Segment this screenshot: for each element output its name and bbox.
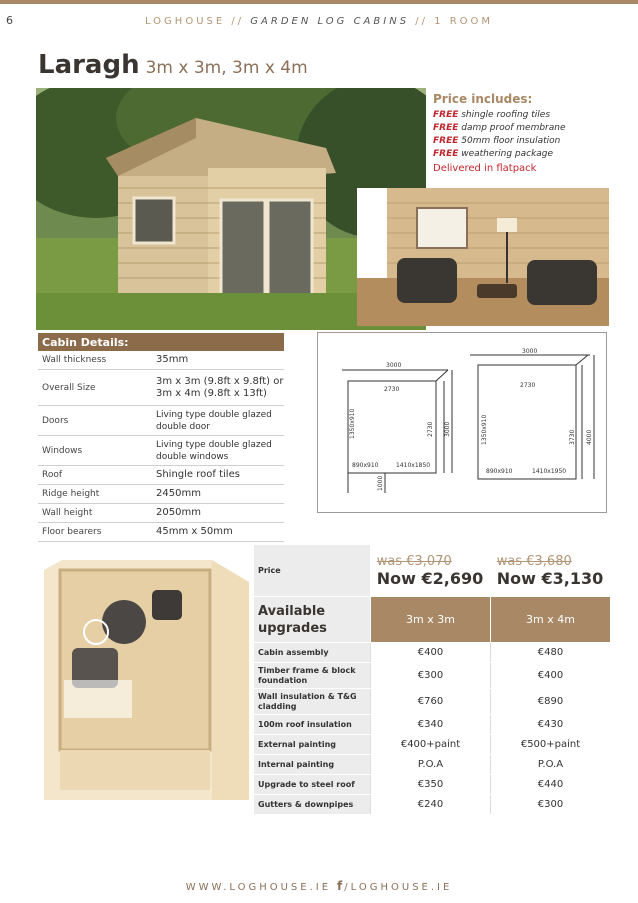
upgrades-heading: Available upgrades xyxy=(254,597,370,642)
plan-dim: 890x910 xyxy=(486,468,513,475)
table-row xyxy=(254,795,610,815)
plan-dim: 3000 xyxy=(522,348,538,355)
table-row xyxy=(38,523,284,542)
upgrade-price: €760 xyxy=(370,689,490,714)
detail-label: Wall thickness xyxy=(42,355,107,365)
page-title xyxy=(38,50,308,80)
table-row xyxy=(38,406,284,436)
detail-value: 45mm x 50mm xyxy=(156,526,233,537)
free-label: FREE xyxy=(433,123,459,133)
was-price: was €3,680 xyxy=(496,553,572,569)
plan-dim: 1350x910 xyxy=(481,414,488,445)
detail-label: Overall Size xyxy=(42,382,96,393)
price-includes-heading: Price includes: xyxy=(433,92,533,106)
upgrade-price: P.O.A xyxy=(490,755,610,774)
price-row xyxy=(254,545,610,597)
table-row xyxy=(38,436,284,466)
table-row xyxy=(38,370,284,406)
facebook-handle-link[interactable]: /LOGHOUSE.IE xyxy=(344,882,453,893)
cabin-name: Laragh xyxy=(38,50,140,80)
running-header xyxy=(0,16,638,27)
include-text: shingle roofing tiles xyxy=(458,110,551,120)
detail-value: Living type double glazed double door xyxy=(156,409,272,432)
upgrade-price: €500+paint xyxy=(490,735,610,754)
footer xyxy=(0,879,638,893)
table-row xyxy=(38,485,284,504)
now-price: Now €3,130 xyxy=(496,568,604,588)
upgrade-price: €430 xyxy=(490,715,610,734)
detail-value: 3m x 3m (9.8ft x 9.8ft) or 3m x 4m (9.8ft x 13ft) xyxy=(156,375,284,399)
separator: // xyxy=(409,16,435,27)
plan-dim: 890x910 xyxy=(352,462,379,469)
plan-dim: 1350x910 xyxy=(349,408,356,439)
plan-dim: 1000 xyxy=(377,475,384,491)
upgrade-price: €300 xyxy=(370,663,490,688)
facebook-icon: f xyxy=(337,879,343,893)
upgrade-price: €340 xyxy=(370,715,490,734)
detail-value: 2450mm xyxy=(156,488,201,499)
cabin-interior-photo xyxy=(357,188,609,326)
upgrade-label: Timber frame & block foundation xyxy=(254,663,370,688)
plan-dim: 4000 xyxy=(586,429,593,445)
table-row xyxy=(254,643,610,663)
table-row xyxy=(254,755,610,775)
detail-value: Living type double glazed double windows xyxy=(156,439,272,462)
free-label: FREE xyxy=(433,149,459,159)
detail-label: Doors xyxy=(42,415,69,426)
plan-dim: 3730 xyxy=(569,429,576,445)
plan-dim: 1410x1950 xyxy=(532,468,567,475)
upgrades-header-row xyxy=(254,597,610,643)
now-price: Now €2,690 xyxy=(376,568,484,588)
price-label: Price xyxy=(254,545,370,596)
cabin-details-heading: Cabin Details: xyxy=(38,333,284,351)
plan-dim: 2730 xyxy=(384,386,400,393)
table-row xyxy=(254,663,610,689)
top-accent-bar xyxy=(0,0,638,4)
price-option-3x4 xyxy=(490,545,610,596)
detail-label: Windows xyxy=(42,445,83,456)
brand-text: LOGHOUSE xyxy=(144,16,226,27)
upgrade-label: Gutters & downpipes xyxy=(254,795,370,814)
upgrade-price: €400 xyxy=(490,663,610,688)
separator: // xyxy=(225,16,251,27)
upgrade-price: P.O.A xyxy=(370,755,490,774)
table-row xyxy=(38,504,284,523)
detail-label: Ridge height xyxy=(42,489,100,499)
free-label: FREE xyxy=(433,110,459,120)
upgrade-price: €350 xyxy=(370,775,490,794)
size-header: 3m x 4m xyxy=(490,597,610,642)
upgrade-label: Wall insulation & T&G cladding xyxy=(254,689,370,714)
include-item xyxy=(433,148,623,161)
upgrade-price: €480 xyxy=(490,643,610,662)
include-text: damp proof membrane xyxy=(458,123,566,133)
cabin-sizes: 3m x 3m, 3m x 4m xyxy=(145,58,308,78)
cabin-floor-render xyxy=(44,560,254,800)
detail-label: Roof xyxy=(42,470,63,480)
upgrade-price: €300 xyxy=(490,795,610,814)
plan-dim: 2730 xyxy=(520,382,536,389)
floor-plan-drawing xyxy=(317,332,607,513)
upgrade-label: Cabin assembly xyxy=(254,643,370,662)
plan-dim: 3000 xyxy=(444,421,451,437)
section-text: GARDEN LOG CABINS xyxy=(250,16,410,27)
include-item xyxy=(433,135,623,148)
plan-dim: 2730 xyxy=(427,421,434,437)
upgrade-price: €400+paint xyxy=(370,735,490,754)
table-row xyxy=(38,351,284,370)
upgrade-price: €240 xyxy=(370,795,490,814)
website-link[interactable]: WWW.LOGHOUSE.IE xyxy=(185,882,332,893)
detail-label: Floor bearers xyxy=(42,527,102,537)
table-row xyxy=(254,775,610,795)
upgrade-label: External painting xyxy=(254,735,370,754)
size-header: 3m x 3m xyxy=(370,597,490,642)
price-upgrades-table xyxy=(254,545,610,815)
detail-value: 2050mm xyxy=(156,507,201,518)
was-price: was €3,070 xyxy=(376,553,452,569)
upgrade-label: 100m roof insulation xyxy=(254,715,370,734)
table-row xyxy=(254,715,610,735)
include-text: weathering package xyxy=(458,149,554,159)
detail-value: Shingle roof tiles xyxy=(156,469,240,480)
table-row xyxy=(38,466,284,485)
include-item xyxy=(433,122,623,135)
upgrade-price: €890 xyxy=(490,689,610,714)
page-number: 6 xyxy=(6,14,13,27)
cabin-details-table xyxy=(38,333,284,542)
detail-value: 35mm xyxy=(156,354,189,365)
delivery-note: Delivered in flatpack xyxy=(433,163,537,174)
upgrade-label: Internal painting xyxy=(254,755,370,774)
price-includes xyxy=(433,92,623,174)
table-row xyxy=(254,735,610,755)
upgrade-label: Upgrade to steel roof xyxy=(254,775,370,794)
plan-dim: 1410x1850 xyxy=(396,462,431,469)
plan-dim: 3000 xyxy=(386,362,402,369)
include-text: 50mm floor insulation xyxy=(458,136,561,146)
upgrade-price: €400 xyxy=(370,643,490,662)
table-row xyxy=(254,689,610,715)
upgrade-price: €440 xyxy=(490,775,610,794)
detail-label: Wall height xyxy=(42,508,93,518)
price-option-3x3 xyxy=(370,545,490,596)
rooms-text: 1 ROOM xyxy=(434,16,494,27)
include-item xyxy=(433,109,623,122)
free-label: FREE xyxy=(433,136,459,146)
